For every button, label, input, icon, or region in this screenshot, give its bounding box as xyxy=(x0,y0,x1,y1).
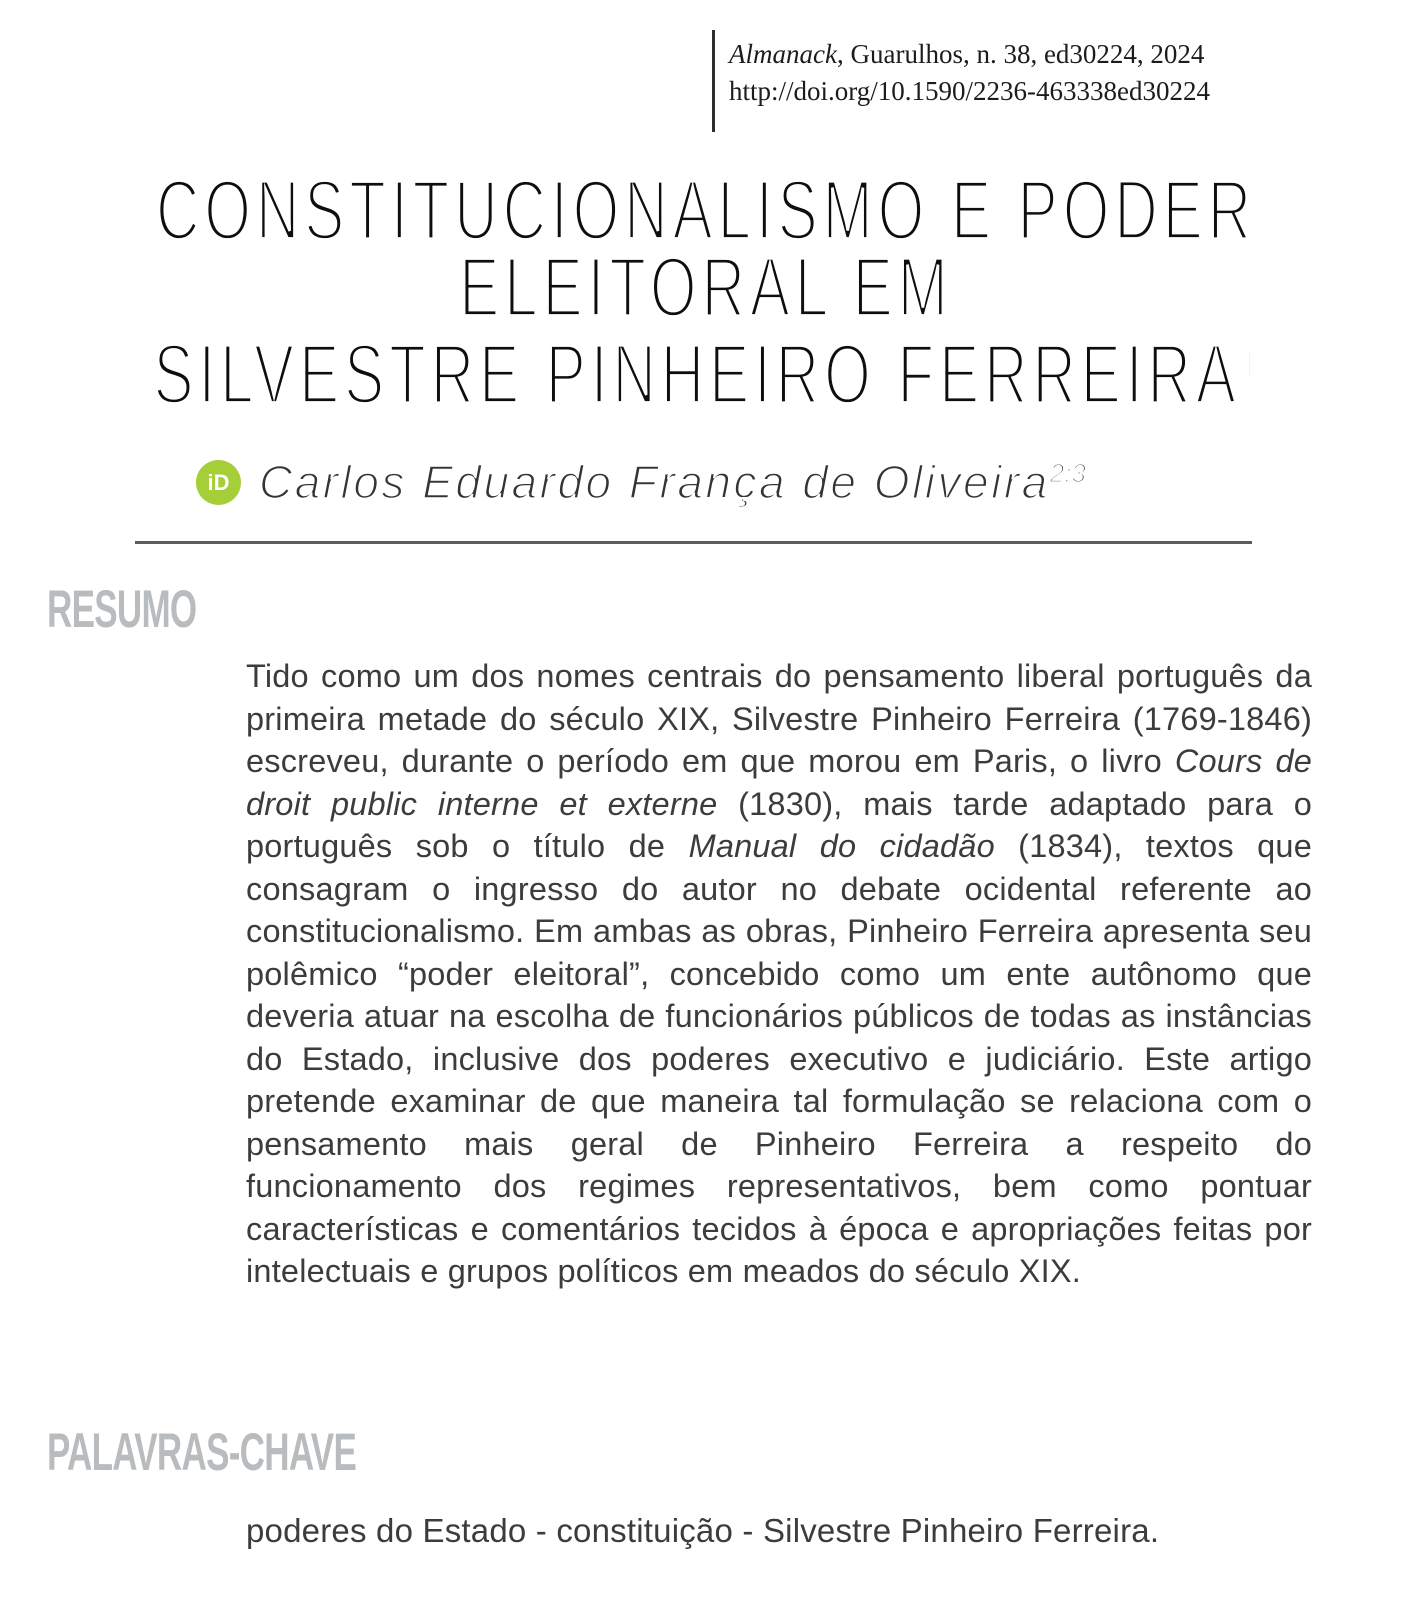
keywords-heading: PALAVRAS-CHAVE xyxy=(47,1422,357,1482)
orcid-icon[interactable]: iD xyxy=(196,460,241,505)
abstract-part-2: (1830), mais tarde adaptado para o português sob o título de xyxy=(246,785,1312,864)
abstract-part-1: Tido como um dos nomes centrais do pensamento liberal português da primeira metade do século XIX, Silvestre Pinheiro Ferreira (1769-1846) escreveu, durante o período em que morou em Paris, o livro xyxy=(246,658,1312,779)
keywords-text: poderes do Estado - constituição - Silvestre Pinheiro Ferreira. xyxy=(246,1512,1160,1549)
author-name: Carlos Eduardo França de Oliveira$^{2;3}$ xyxy=(259,456,1086,508)
journal-citation-line xyxy=(729,36,1210,73)
abstract-book-title-french: Cours de droit public interne et externe xyxy=(246,743,1312,822)
abstract-part-3: (1834), textos que consagram o ingresso do autor no debate ocidental referente ao constitucionalismo. Em ambas as obras, Pinheiro Ferreira apresenta seu polêmico “poder eleitoral”, concebido como um ente autônomo que deveria atuar na escolha de funcionários públicos de todas as instâncias do Estado, inclusive dos poderes executivo e judiciário. Este artigo pretende examinar de que maneira tal formulação se relaciona com o pensamento mais geral de Pinheiro Ferreira a respeito do funcionamento dos regimes representativos, bem como pontuar características e comentários tecidos à época e apropriações feitas por intelectuais e grupos políticos em meados do século XIX. xyxy=(246,828,1312,1289)
journal-reference xyxy=(712,30,1210,132)
divider-rule xyxy=(135,541,1252,544)
abstract-book-title-portuguese: Manual do cidadão xyxy=(688,828,995,864)
journal-name: Almanack xyxy=(729,39,837,69)
author-footnote-marker: 2;3 xyxy=(1049,458,1086,488)
article-title-line2: ELEITORAL EM xyxy=(459,240,953,335)
abstract-heading: RESUMO xyxy=(47,579,197,639)
abstract-text xyxy=(246,655,1312,1293)
title-footnote-marker: 1 xyxy=(1240,341,1259,388)
article-title-line1: CONSTITUCIONALISMO E PODER xyxy=(155,163,1257,258)
doi-link: http://doi.org/10.1590/2236-463338ed30224 xyxy=(729,76,1210,106)
author-row xyxy=(196,455,1086,509)
journal-citation-rest: , Guarulhos, n. 38, ed30224, 2024 xyxy=(836,39,1205,69)
article-title xyxy=(0,163,1412,422)
article-title-line3: SILVESTRE PINHEIRO FERREIRA$^1$ xyxy=(153,327,1259,422)
